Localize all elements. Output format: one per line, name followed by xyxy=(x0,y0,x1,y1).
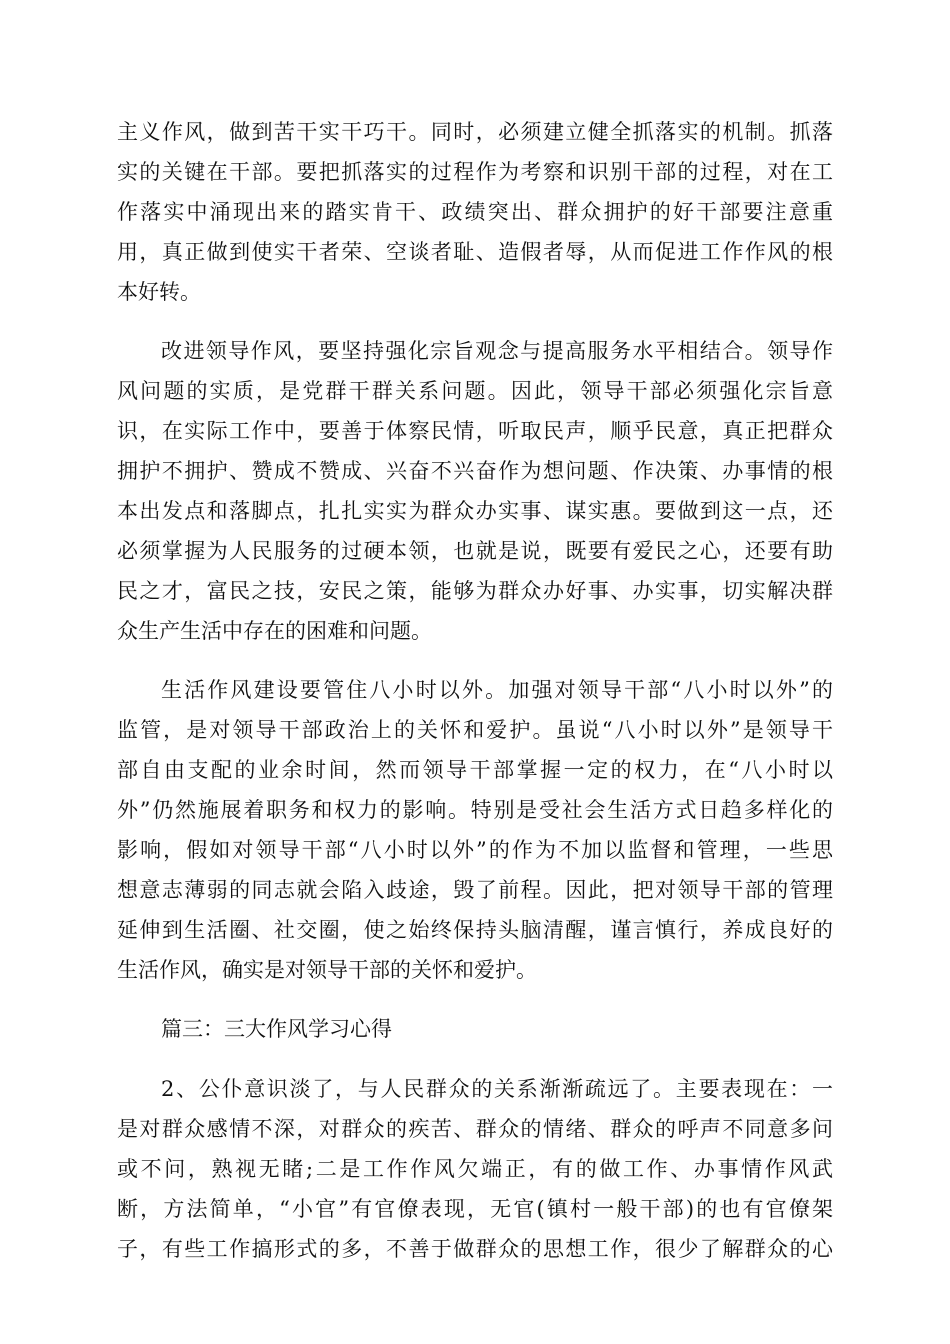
heading-text: 篇三：三大作风学习心得 xyxy=(161,1017,392,1041)
paragraph-life-style xyxy=(117,670,833,990)
paragraph-public-servant xyxy=(117,1069,833,1269)
text-line: 子，有些工作搞形式的多，不善于做群众的思想工作，很少了解群众的心 xyxy=(117,1237,833,1261)
text-line: 本出发点和落脚点，扎扎实实为群众办实事、谋实惠。要做到这一点，还 xyxy=(117,499,833,523)
paragraph-leadership-style xyxy=(117,331,833,651)
text-line: 拥护不拥护、赞成不赞成、兴奋不兴奋作为想问题、作决策、办事情的根 xyxy=(117,459,833,483)
text-line: 是对群众感情不深，对群众的疾苦、群众的情绪、群众的呼声不同意多问 xyxy=(117,1117,833,1141)
text-line: 风问题的实质，是党群干群关系问题。因此，领导干部必须强化宗旨意 xyxy=(117,379,833,403)
text-line: 外”仍然施展着职务和权力的影响。特别是受社会生活方式日趋多样化的 xyxy=(117,798,833,822)
text-line: 断，方法简单，“小官”有官僚表现，无官(镇村一般干部)的也有官僚架 xyxy=(117,1197,833,1221)
text-line: 主义作风，做到苦干实干巧干。同时，必须建立健全抓落实的机制。抓落 xyxy=(117,120,833,144)
text-line: 2、公仆意识淡了，与人民群众的关系渐渐疏远了。主要表现在：一 xyxy=(161,1077,833,1101)
text-line: 或不问，熟视无睹;二是工作作风欠端正，有的做工作、办事情作风武 xyxy=(117,1157,833,1181)
text-line: 延伸到生活圈、社交圈，使之始终保持头脑清醒，谨言慎行，养成良好的 xyxy=(117,918,833,942)
text-line: 作落实中涌现出来的踏实肯干、政绩突出、群众拥护的好干部要注意重 xyxy=(117,200,833,224)
text-line: 生活作风，确实是对领导干部的关怀和爱护。 xyxy=(117,958,537,982)
text-line: 实的关键在干部。要把抓落实的过程作为考察和识别干部的过程，对在工 xyxy=(117,160,833,184)
text-line: 众生产生活中存在的困难和问题。 xyxy=(117,619,432,643)
text-line: 监管，是对领导干部政治上的关怀和爱护。虽说“八小时以外”是领导干 xyxy=(117,718,833,742)
text-line: 改进领导作风，要坚持强化宗旨观念与提高服务水平相结合。领导作 xyxy=(161,339,833,363)
text-line: 部自由支配的业余时间，然而领导干部掌握一定的权力，在“八小时以 xyxy=(117,758,833,782)
paragraph-work-style xyxy=(117,112,833,312)
text-line: 民之才，富民之技，安民之策，能够为群众办好事、办实事，切实解决群 xyxy=(117,579,833,603)
text-line: 必须掌握为人民服务的过硬本领，也就是说，既要有爱民之心，还要有助 xyxy=(117,539,833,563)
text-line: 用，真正做到使实干者荣、空谈者耻、造假者辱，从而促进工作作风的根 xyxy=(117,240,833,264)
text-line: 生活作风建设要管住八小时以外。加强对领导干部“八小时以外”的 xyxy=(161,678,833,702)
document-page xyxy=(117,112,833,1288)
text-line: 想意志薄弱的同志就会陷入歧途，毁了前程。因此，把对领导干部的管理 xyxy=(117,878,833,902)
text-line: 本好转。 xyxy=(117,280,201,304)
section-heading xyxy=(117,1009,833,1049)
text-line: 影响，假如对领导干部“八小时以外”的作为不加以监督和管理，一些思 xyxy=(117,838,833,862)
text-line: 识，在实际工作中，要善于体察民情，听取民声，顺乎民意，真正把群众 xyxy=(117,419,833,443)
